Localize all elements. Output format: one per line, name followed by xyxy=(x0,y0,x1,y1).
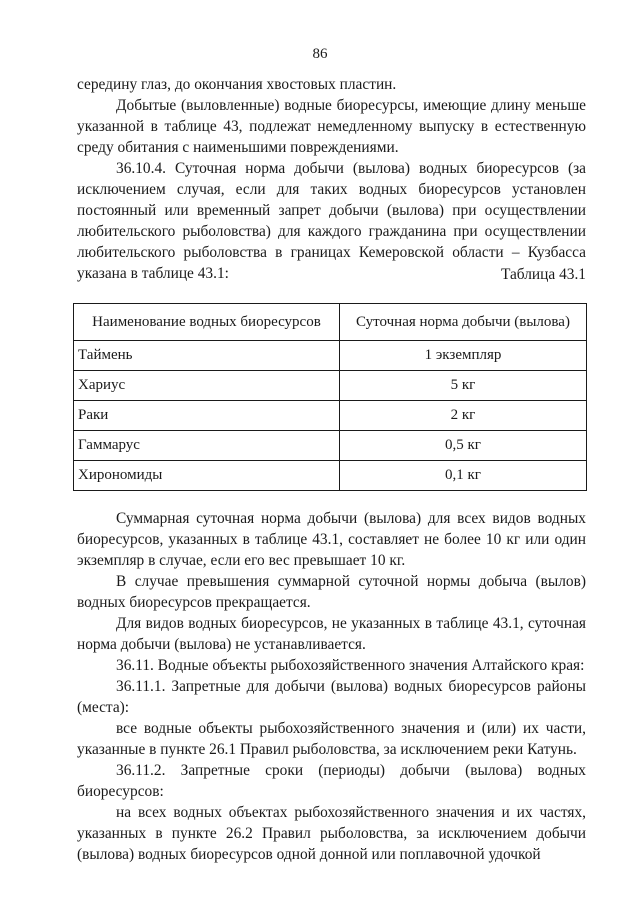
table-header-row xyxy=(74,304,587,341)
species-name: Таймень xyxy=(74,341,340,371)
paragraph-forbidden-areas: все водные объекты рыбохозяйственного значения и (или) их части, указанные в пункте 26.1 Правил рыболовства, за исключением реки Катунь. xyxy=(77,720,586,758)
paragraph-36-11: 36.11. Водные объекты рыбохозяйственного значения Алтайского края: xyxy=(116,657,585,674)
paragraph-36-10-4: 36.10.4. Суточная норма добычи (вылова) водных биоресурсов (за исключением случая, если для таких водных биоресурсов установлен постоянный или временный запрет добычи (вылова) при осуществлении любительского рыболовства) для каждого гражданина при осуществлении любительского рыболовства в границах Кемеровской области – Кузбасса указана в таблице 43.1: xyxy=(77,160,586,282)
species-norm: 2 кг xyxy=(340,401,587,431)
paragraph-forbidden-periods: на всех водных объектах рыбохозяйственного значения и их частях, указанных в пункте 26.2 Правил рыболовства, за исключением добычи (вылова) водных биоресурсов одной донной или поплавочной удочкой xyxy=(77,804,586,863)
species-name: Хирономиды xyxy=(74,461,340,491)
paragraph-exceed-rule: В случае превышения суммарной суточной нормы добыча (вылов) водных биоресурсов прекращается. xyxy=(77,573,586,611)
species-norm: 0,1 кг xyxy=(340,461,587,491)
daily-norm-table xyxy=(73,303,587,491)
paragraph-36-11-2: 36.11.2. Запретные сроки (периоды) добычи (вылова) водных биоресурсов: xyxy=(77,762,586,800)
table-row xyxy=(74,431,587,461)
species-name: Раки xyxy=(74,401,340,431)
paragraph-36-11-1: 36.11.1. Запретные для добычи (вылова) водных биоресурсов районы (места): xyxy=(77,678,586,716)
page-number: 86 xyxy=(312,46,328,62)
table-row xyxy=(74,371,587,401)
species-norm: 1 экземпляр xyxy=(340,341,587,371)
species-norm: 0,5 кг xyxy=(340,431,587,461)
paragraph-continuation: середину глаз, до окончания хвостовых пластин. xyxy=(77,76,397,93)
paragraph-unlisted-species: Для видов водных биоресурсов, не указанных в таблице 43.1, суточная норма добычи (вылова) не устанавливается. xyxy=(77,615,586,653)
species-norm: 5 кг xyxy=(340,371,587,401)
table-row xyxy=(74,401,587,431)
table-caption: Таблица 43.1 xyxy=(500,266,586,283)
paragraph-total-norm: Суммарная суточная норма добычи (вылова) для всех видов водных биоресурсов, указанных в таблице 43.1, составляет не более 10 кг или один экземпляр в случае, если его вес превышает 10 кг. xyxy=(77,510,586,569)
paragraph-release-rule: Добытые (выловленные) водные биоресурсы, имеющие длину меньше указанной в таблице 43, подлежат немедленному выпуску в естественную среду обитания с наименьшими повреждениями. xyxy=(77,97,586,156)
species-name: Хариус xyxy=(74,371,340,401)
table-row xyxy=(74,461,587,491)
table-header-species: Наименование водных биоресурсов xyxy=(74,304,340,341)
text-block-bottom xyxy=(77,508,586,865)
table-row xyxy=(74,341,587,371)
text-block-top xyxy=(77,74,586,284)
table-header-norm: Суточная норма добычи (вылова) xyxy=(340,304,587,341)
species-name: Гаммарус xyxy=(74,431,340,461)
